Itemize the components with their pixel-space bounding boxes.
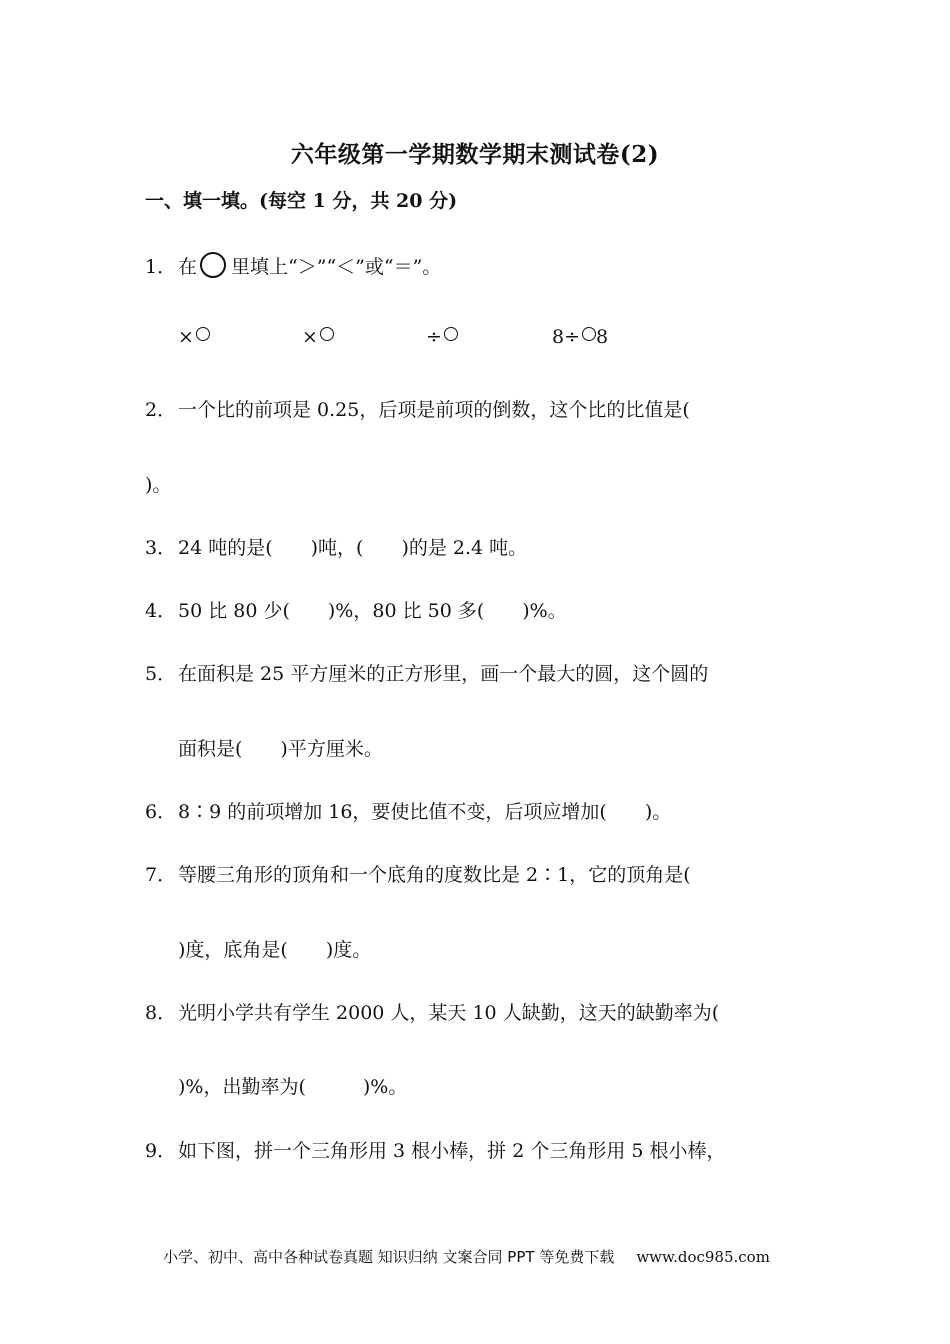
footer-url-link[interactable]: www.doc985.com	[636, 1248, 770, 1266]
question-3	[145, 533, 527, 560]
question-text: 光明小学共有学生 2000 人，某天 10 人缺勤，这天的缺勤率为(	[178, 1002, 720, 1024]
question-2-continued	[145, 470, 171, 497]
question-text: 在面积是 25 平方厘米的正方形里，画一个最大的圆，这个圆的	[178, 663, 709, 685]
question-text: 面积是( )平方厘米。	[178, 738, 383, 760]
question-6	[145, 797, 671, 824]
question-text: )。	[145, 474, 172, 496]
question-4	[145, 596, 567, 623]
question-number: 4．	[145, 600, 177, 622]
question-2	[145, 395, 690, 422]
question-5-continued	[178, 734, 383, 761]
question-text: 8∶9 的前项增加 16，要使比值不变，后项应增加( )。	[178, 801, 672, 823]
question-8-continued	[178, 1072, 407, 1099]
answer-circle-icon[interactable]	[320, 327, 334, 341]
question-number: 6．	[145, 801, 177, 823]
question-5	[145, 659, 708, 686]
question-7	[145, 860, 691, 887]
question-1	[145, 252, 441, 279]
comparison-item-2: ×	[302, 326, 334, 348]
question-number: 3．	[145, 537, 177, 559]
question-text: )%，出勤率为( )%。	[178, 1076, 408, 1098]
question-text: 50 比 80 少( )%，80 比 50 多( )%。	[178, 600, 567, 622]
question-8	[145, 998, 719, 1025]
question-number: 1．	[145, 256, 177, 278]
question-text: )度，底角是( )度。	[178, 939, 372, 961]
page-footer	[163, 1246, 770, 1267]
page-title: 六年级第一学期数学期末测试卷(2)	[290, 141, 660, 168]
question-number: 8．	[145, 1002, 177, 1024]
question-text: 如下图，拼一个三角形用 3 根小棒，拼 2 个三角形用 5 根小棒，	[178, 1140, 726, 1162]
footer-text: 小学、初中、高中各种试卷真题 知识归纳 文案合同 PPT 等免费下载	[163, 1248, 615, 1266]
question-text: 24 吨的是( )吨，( )的是 2.4 吨。	[178, 537, 528, 559]
question-number: 7．	[145, 864, 177, 886]
answer-circle-icon[interactable]	[582, 327, 596, 341]
question-9	[145, 1136, 726, 1163]
comparison-item-1: ×	[178, 326, 210, 348]
comparison-item-3: ÷	[426, 326, 458, 348]
question-number: 2．	[145, 399, 177, 421]
answer-circle-icon[interactable]	[196, 327, 210, 341]
section-heading: 一、填一填。(每空 1 分，共 20 分)	[145, 190, 458, 212]
question-7-continued	[178, 935, 371, 962]
question-text: 等腰三角形的顶角和一个底角的度数比是 2∶1，它的顶角是(	[178, 864, 691, 886]
question-number: 5．	[145, 663, 177, 685]
question-text: 里填上“＞”“＜”或“＝”。	[231, 256, 442, 278]
question-number: 9．	[145, 1140, 177, 1162]
circle-icon	[200, 252, 226, 278]
answer-circle-icon[interactable]	[444, 327, 458, 341]
question-text: 一个比的前项是 0.25，后项是前项的倒数，这个比的比值是(	[178, 399, 690, 421]
comparison-item-4: 8÷ 8	[552, 326, 609, 348]
question-text: 在	[178, 256, 198, 278]
